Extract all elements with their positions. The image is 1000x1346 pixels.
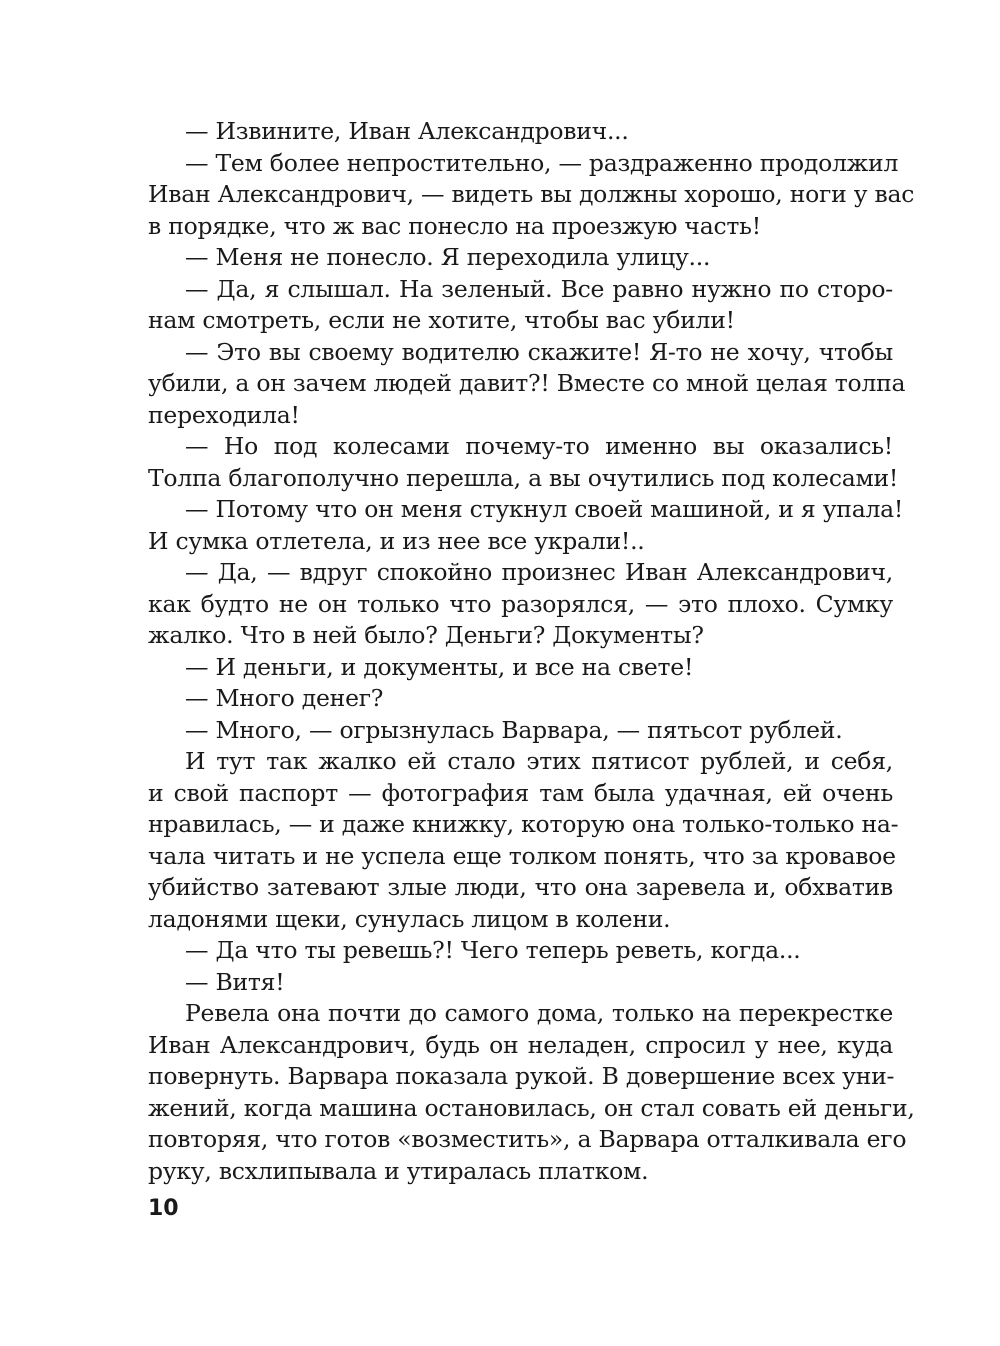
text-line: Ревела она почти до самого дома, только на перекрестке xyxy=(185,999,893,1027)
text-line: — Тем более непростительно, — раздраженно продолжил xyxy=(185,148,899,177)
text-line: ладонями щеки, сунулась лицом в колени. xyxy=(148,904,671,933)
text-line: повторяя, что готов «возместить», а Варвара отталкивала его xyxy=(148,1125,907,1153)
text-line: — Да, — вдруг спокойно произнес Иван Александрович, xyxy=(185,558,893,586)
text-line: чала читать и не успела еще толком понять, что за кровавое xyxy=(148,841,896,870)
paragraph xyxy=(148,116,893,148)
paragraph xyxy=(148,715,893,747)
text-line: — Да, я слышал. На зеленый. Все равно нужно по сторо- xyxy=(185,274,893,303)
paragraph xyxy=(148,242,893,274)
text-line: — Много денег? xyxy=(185,684,384,712)
text-line: — Но под колесами почему-то именно вы оказались! xyxy=(185,432,893,460)
text-line: — Много, — огрызнулась Варвара, — пятьсот рублей. xyxy=(185,715,843,744)
text-line: нравилась, — и даже книжку, которую она только-только на- xyxy=(148,810,899,838)
paragraph xyxy=(148,652,893,684)
text-line: Иван Александрович, — видеть вы должны хорошо, ноги у вас xyxy=(148,180,915,208)
text-line: переходила! xyxy=(148,400,300,429)
paragraph xyxy=(148,998,915,1187)
page-number: 10 xyxy=(148,1196,179,1221)
text-line: И тут так жалко ей стало этих пятисот рублей, и себя, xyxy=(185,747,893,775)
paragraph xyxy=(148,683,893,715)
text-line: и свой паспорт — фотография там была удачная, ей очень xyxy=(148,778,893,807)
paragraph xyxy=(148,746,899,935)
text-line: — Это вы своему водителю скажите! Я-то не хочу, чтобы xyxy=(185,337,893,366)
paragraph xyxy=(148,967,893,999)
text-line: — И деньги, и документы, и все на свете! xyxy=(185,652,694,681)
paragraph xyxy=(148,431,899,494)
paragraph xyxy=(148,935,893,967)
text-line: жений, когда машина остановилась, он стал совать ей деньги, xyxy=(148,1093,915,1122)
text-line: И сумка отлетела, и из нее все украли!.. xyxy=(148,526,645,555)
text-line: — Да что ты ревешь?! Чего теперь реветь, когда... xyxy=(185,936,801,964)
paragraph xyxy=(148,274,893,337)
book-page xyxy=(148,116,915,1221)
text-line: — Витя! xyxy=(185,967,285,996)
text-line: — Извините, Иван Александрович... xyxy=(185,117,629,145)
text-line: Толпа благополучно перешла, а вы очутились под колесами! xyxy=(148,463,899,492)
paragraph xyxy=(148,148,915,243)
text-line: Иван Александрович, будь он неладен, спросил у нее, куда xyxy=(148,1030,893,1059)
text-line: — Меня не понесло. Я переходила улицу... xyxy=(185,243,711,271)
text-line: убийство затевают злые люди, что она заревела и, обхватив xyxy=(148,873,893,901)
text-line: повернуть. Варвара показала рукой. В довершение всех уни- xyxy=(148,1062,895,1090)
text-line: — Потому что он меня стукнул своей машиной, и я упала! xyxy=(185,495,904,523)
paragraph xyxy=(148,337,906,432)
paragraph xyxy=(148,494,904,557)
text-line: жалко. Что в ней было? Деньги? Документы? xyxy=(148,621,704,649)
text-line: руку, всхлипывала и утиралась платком. xyxy=(148,1156,649,1185)
text-line: нам смотреть, если не хотите, чтобы вас убили! xyxy=(148,306,735,334)
paragraph xyxy=(148,557,893,652)
text-line: убили, а он зачем людей давит?! Вместе со мной целая толпа xyxy=(148,369,906,397)
body-text xyxy=(148,116,915,1187)
text-line: как будто не он только что разорялся, — это плохо. Сумку xyxy=(148,589,893,618)
text-line: в порядке, что ж вас понесло на проезжую часть! xyxy=(148,211,761,240)
